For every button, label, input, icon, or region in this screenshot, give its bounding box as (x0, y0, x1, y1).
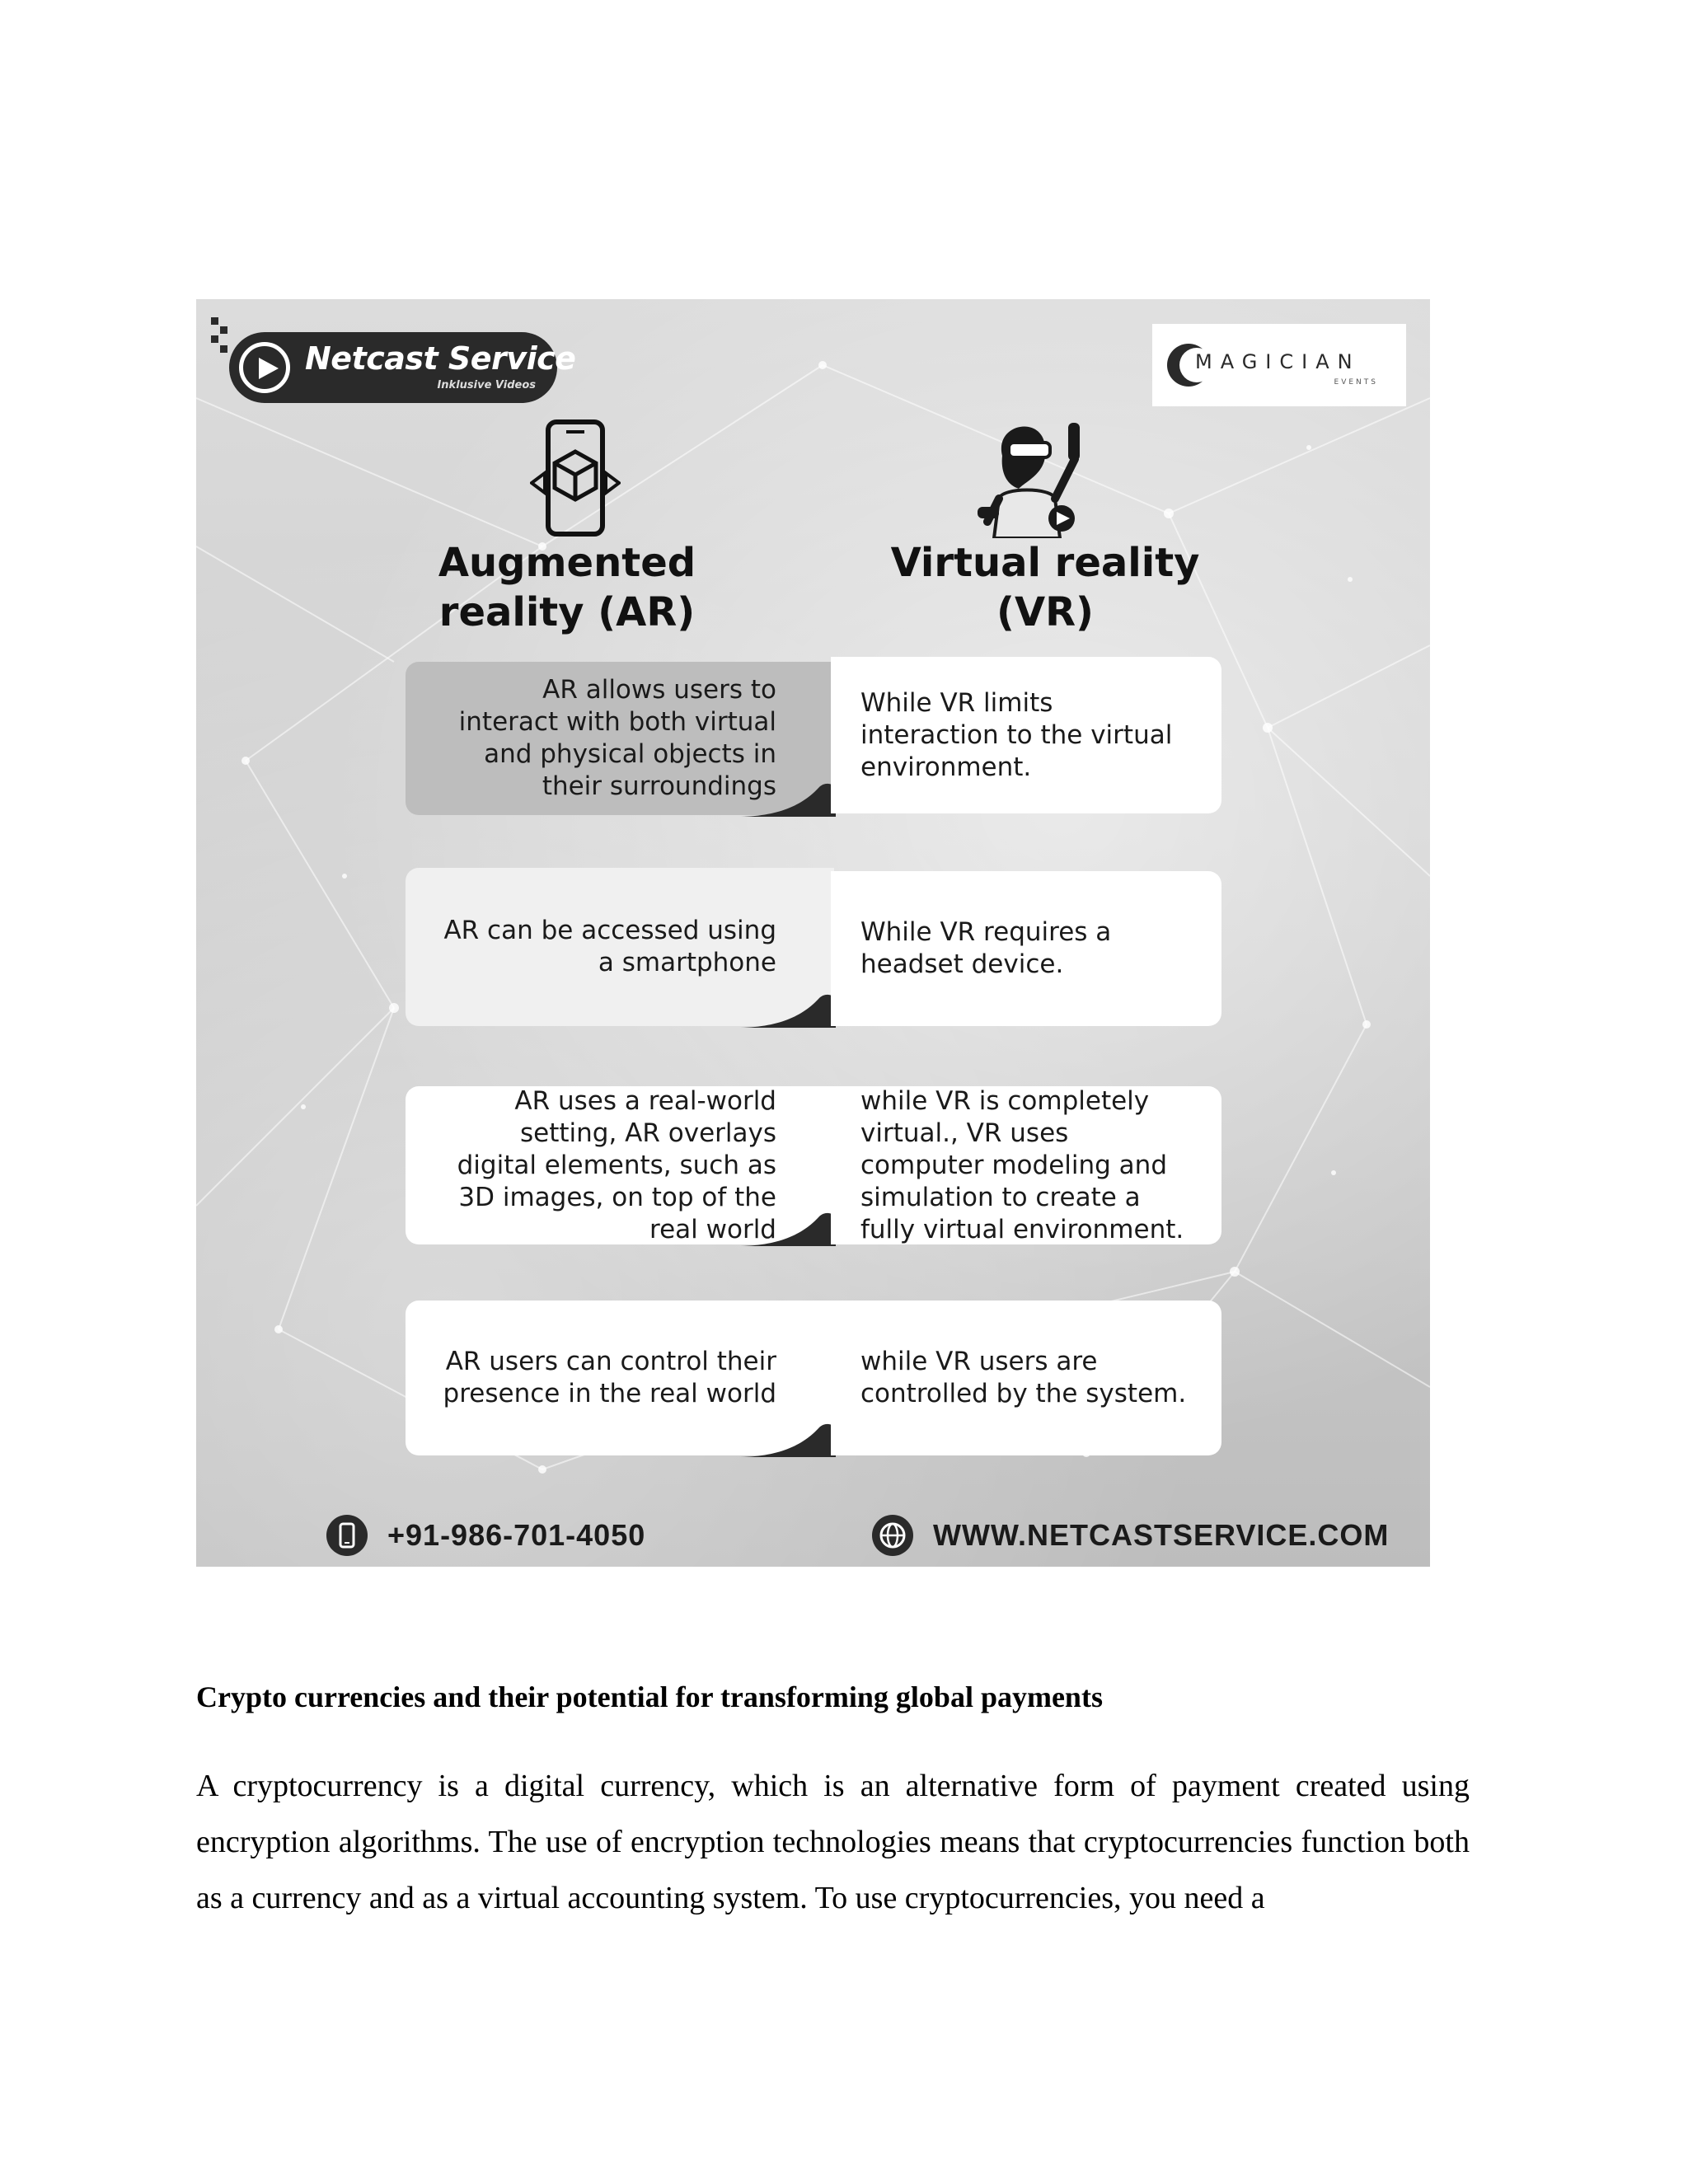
ar-vr-infographic (196, 299, 1430, 1567)
vr-card-3 (831, 1086, 1221, 1244)
ar-column-title: Augmented reality (AR) (438, 540, 696, 635)
website-contact (872, 1512, 1389, 1558)
phone-number: +91-986-701-4050 (387, 1518, 646, 1552)
play-icon (239, 342, 290, 393)
vr-card-2 (831, 871, 1221, 1026)
website-url: WWW.NETCASTSERVICE.COM (933, 1518, 1390, 1552)
card-swoosh (737, 1421, 836, 1457)
magician-events-logo (1152, 324, 1406, 406)
ar-card-3 (406, 1086, 834, 1244)
logo-subtext: EVENTS (1334, 378, 1378, 387)
brand-tagline: Inklusive Videos (437, 379, 536, 391)
section-heading: Crypto currencies and their potential for transforming global payments (196, 1680, 1103, 1713)
phone-icon (326, 1515, 368, 1556)
ar-phone-cube-icon (530, 419, 621, 542)
vr-card-4 (831, 1301, 1221, 1455)
ar-card-2 (406, 868, 834, 1026)
vr-column-title: Virtual reality (VR) (890, 540, 1200, 635)
globe-icon (872, 1515, 913, 1556)
ar-card-text: AR users can control their presence in the real world (443, 1347, 776, 1408)
logo-wordmark: MAGICIAN (1195, 350, 1361, 373)
vr-card-text: while VR users are controlled by the system. (860, 1347, 1187, 1408)
vr-card-text: while VR is completely virtual., VR uses computer modeling and simulation to create a fully virtual environment. (860, 1085, 1184, 1244)
card-swoosh (737, 1210, 836, 1246)
vr-headset-person-icon (969, 406, 1093, 538)
body-paragraph: A cryptocurrency is a digital currency, which is an alternative form of payment created using encryption algorithms. The use of encryption technologies means that cryptocurrencies function both as a currency and as a virtual accounting system. To use cryptocurrencies, you need a (196, 1769, 1470, 1915)
netcast-brand-badge (229, 332, 576, 403)
ar-card-4 (406, 1301, 834, 1455)
ar-card-1 (406, 662, 834, 815)
vr-card-text: While VR limits interaction to the virtual environment. (860, 687, 1173, 782)
card-swoosh (737, 780, 836, 817)
vr-card-text: While VR requires a headset device. (860, 917, 1112, 979)
ar-card-text: AR can be accessed using a smartphone (443, 916, 776, 977)
vr-card-1 (831, 657, 1221, 813)
card-swoosh (737, 991, 836, 1028)
phone-contact (326, 1512, 645, 1558)
brand-name: Netcast Service (305, 340, 576, 377)
ar-card-text: AR allows users to interact with both virtual and physical objects in their surroundings (458, 675, 776, 801)
ar-card-text: AR uses a real-world setting, AR overlays digital elements, such as 3D images, on top of the real world (457, 1085, 776, 1244)
